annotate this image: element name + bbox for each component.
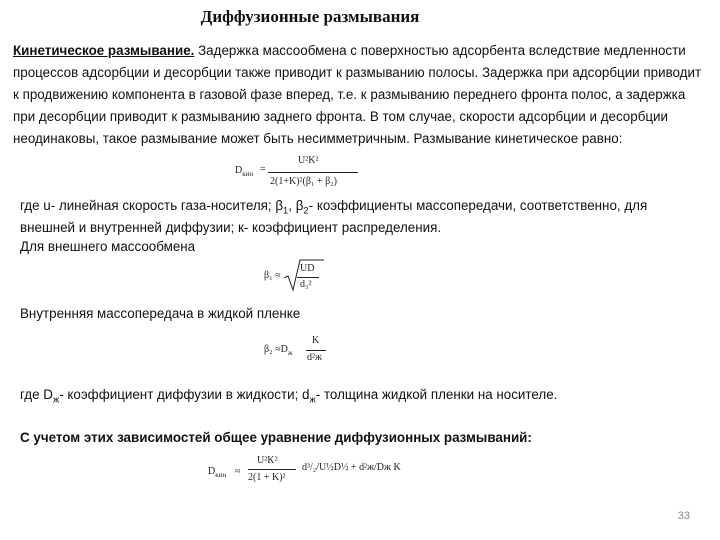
conclusion-text: С учетом этих зависимостей общее уравнение диффузионных размываний: <box>20 430 532 445</box>
formula3-denominator: d²ж <box>307 352 322 363</box>
formula3-numerator: K <box>312 335 320 346</box>
formula4-approx: ≈ <box>235 466 241 477</box>
where2-line: где $D_ж-$ коэффициент диффузии в жидкости; $d_ж-$ толщина жидкой пленки на носителе. <box>20 387 558 405</box>
formula2-numerator: UD <box>300 263 315 274</box>
formula1-fraction-line <box>268 172 358 173</box>
formula2-denominator: d₃² <box>300 279 312 290</box>
formula3-fraction-line <box>306 350 326 351</box>
formula4-rest: d³/₂/U½D½ + d²ж/Dж K <box>302 462 401 473</box>
where1-line2: внешней и внутренней диффузии; к- коэффициент распределения. <box>20 220 442 235</box>
intro-heading: Кинетическое размывание. <box>13 43 195 58</box>
internal-label: Внутренняя массопередача в жидкой пленке <box>20 306 301 321</box>
formula4-fraction-line <box>248 469 296 470</box>
formula4-denominator: 2(1 + K)² <box>248 472 286 483</box>
where1-line1: где u- линейная скорость газа-носителя; $\beta_1$, $\beta_2-$ коэффициенты массопередачи, соответственно, для <box>20 198 648 216</box>
intro-text: Задержка массообмена с поверхностью адсорбента вследствие медленности процессов адсорбции и десорбции также приводит к размыванию полосы. Задержка при адсорбции приводит к продвижению компонента в газовой фазе вперед, т.е. к размыванию переднего фронта полос, а задержка при десорбции приводит к размыванию заднего фронта. В том случае, скорости адсорбции и десорбции неодинаковы, такое размывание может быть несимметричным. Размывание кинетическое равно: <box>13 43 702 146</box>
page-title: Диффузионные размывания <box>200 7 420 26</box>
formula1-lhs: $D_{кин}$ <box>235 165 254 178</box>
formula1-denominator: 2(1+K)²(β₁ + β₂) <box>270 176 337 187</box>
formula2-fraction-line <box>297 277 319 278</box>
where1-line3: Для внешнего массообмена <box>20 239 196 254</box>
page-number: 33 <box>677 510 690 522</box>
formula1-eq: = <box>260 164 266 175</box>
formula4-numerator: U²K² <box>257 455 278 466</box>
formula2-lhs: β₁ ≈ <box>264 270 281 281</box>
intro-paragraph <box>13 40 703 150</box>
formula4-lhs: $D_{кин}$ <box>208 466 227 479</box>
formula3-lhs: $\beta_2 \approx D_ж$ <box>264 344 293 357</box>
formula1-numerator: U²K² <box>298 155 319 166</box>
